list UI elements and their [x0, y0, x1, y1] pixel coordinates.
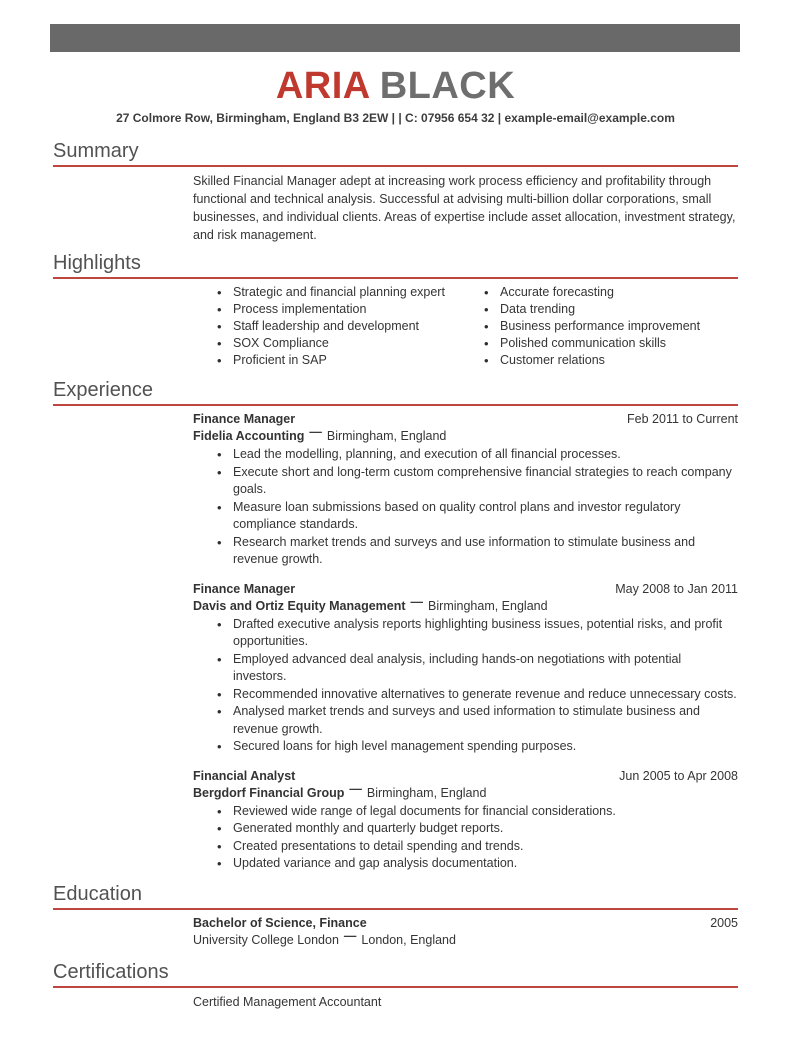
job-entry [193, 581, 738, 756]
job-title: Finance Manager [193, 581, 296, 596]
highlights-right-list [482, 284, 700, 369]
highlights-right-column [482, 284, 700, 369]
highlight-item: • Data trending [482, 301, 700, 318]
section-highlights [53, 252, 738, 369]
contact-line: 27 Colmore Row, Birmingham, England B3 2EW | | C: 07956 654 32 | example-email@example.com [116, 111, 675, 125]
job-dates: May 2008 to Jan 2011 [615, 581, 738, 596]
job-bullet: • Lead the modelling, planning, and execution of all financial processes. [215, 446, 738, 464]
last-name: BLACK [379, 65, 516, 107]
highlight-item: • Accurate forecasting [482, 284, 700, 301]
degree-year: 2005 [710, 915, 738, 930]
certification-item: Certified Management Accountant [193, 994, 382, 1009]
highlight-item: • Polished communication skills [482, 335, 700, 352]
job-dates: Jun 2005 to Apr 2008 [619, 768, 738, 783]
job-company: Bergdorf Financial Group [193, 785, 345, 800]
section-title-experience: Experience [53, 379, 738, 406]
summary-text: Skilled Financial Manager adept at increasing work process efficiency and profitability through functional and technical analysis. Successful at advising multi-billion dollar corporations, small businesses, and individual clients. Areas of expertise include asset allocation, investment strategy, and risk management. [193, 174, 736, 242]
job-bullet: • Drafted executive analysis reports highlighting business issues, potential risks, and profit opportunities. [215, 616, 738, 651]
dash-separator: — [343, 928, 357, 943]
section-education [53, 883, 738, 949]
job-dates: Feb 2011 to Current [627, 412, 738, 426]
job-location: Birmingham, England [366, 785, 487, 800]
highlights-left-column [193, 284, 482, 369]
job-bullet: • Measure loan submissions based on quality control plans and investor regulatory compliance standards. [215, 499, 738, 534]
job-bullet: • Updated variance and gap analysis documentation. [215, 855, 738, 873]
candidate-name [0, 66, 791, 106]
first-name: ARIA [275, 65, 371, 107]
highlight-item: • SOX Compliance [215, 335, 482, 352]
highlight-item: • Proficient in SAP [215, 352, 482, 369]
highlight-item: • Business performance improvement [482, 318, 700, 335]
section-title-certifications: Certifications [53, 961, 738, 988]
section-summary [53, 140, 738, 244]
header-bar [50, 24, 740, 52]
section-certifications [53, 961, 738, 1011]
degree-name: Bachelor of Science, Finance [193, 915, 367, 930]
highlight-item: • Strategic and financial planning expert [215, 284, 482, 301]
job-bullet: • Recommended innovative alternatives to generate revenue and reduce unnecessary costs. [215, 686, 738, 704]
job-bullet: • Employed advanced deal analysis, including hands-on negotiations with potential investors. [215, 651, 738, 686]
job-bullet-list [193, 616, 738, 756]
job-bullet: • Execute short and long-term custom comprehensive financial strategies to reach company goals. [215, 464, 738, 499]
job-bullet: • Reviewed wide range of legal documents for financial considerations. [215, 803, 738, 821]
job-bullet: • Created presentations to detail spending and trends. [215, 838, 738, 856]
job-entry [193, 768, 738, 873]
section-title-summary: Summary [53, 140, 738, 167]
job-company: Davis and Ortiz Equity Management [193, 598, 406, 613]
highlights-left-list [193, 284, 482, 369]
dash-separator: — [309, 425, 322, 439]
job-location: Birmingham, England [428, 598, 548, 613]
section-experience [53, 379, 738, 873]
job-bullet-list [193, 446, 738, 569]
job-bullet-list [193, 803, 738, 873]
highlight-item: • Staff leadership and development [215, 318, 482, 335]
job-title: Finance Manager [193, 412, 296, 426]
job-bullet: • Generated monthly and quarterly budget reports. [215, 820, 738, 838]
section-title-highlights: Highlights [53, 252, 738, 279]
education-entry [193, 915, 738, 949]
section-title-education: Education [53, 883, 738, 910]
job-bullet: • Analysed market trends and surveys and used information to stimulate business and revenue growth. [215, 703, 738, 738]
dash-separator: — [349, 781, 362, 796]
highlight-item: • Process implementation [215, 301, 482, 318]
job-entry [193, 411, 738, 569]
school-location: London, England [361, 932, 456, 947]
resume-page [0, 24, 791, 1048]
dash-separator: — [410, 594, 424, 609]
job-company: Fidelia Accounting [193, 429, 305, 443]
job-bullet: • Research market trends and surveys and use information to stimulate business and revenue growth. [215, 534, 738, 569]
highlights-columns [193, 284, 738, 369]
school-name: University College London [193, 932, 339, 947]
highlight-item: • Customer relations [482, 352, 700, 369]
job-title: Financial Analyst [193, 768, 296, 783]
job-location: Birmingham, England [326, 429, 447, 443]
job-bullet: • Secured loans for high level management spending purposes. [215, 738, 738, 756]
